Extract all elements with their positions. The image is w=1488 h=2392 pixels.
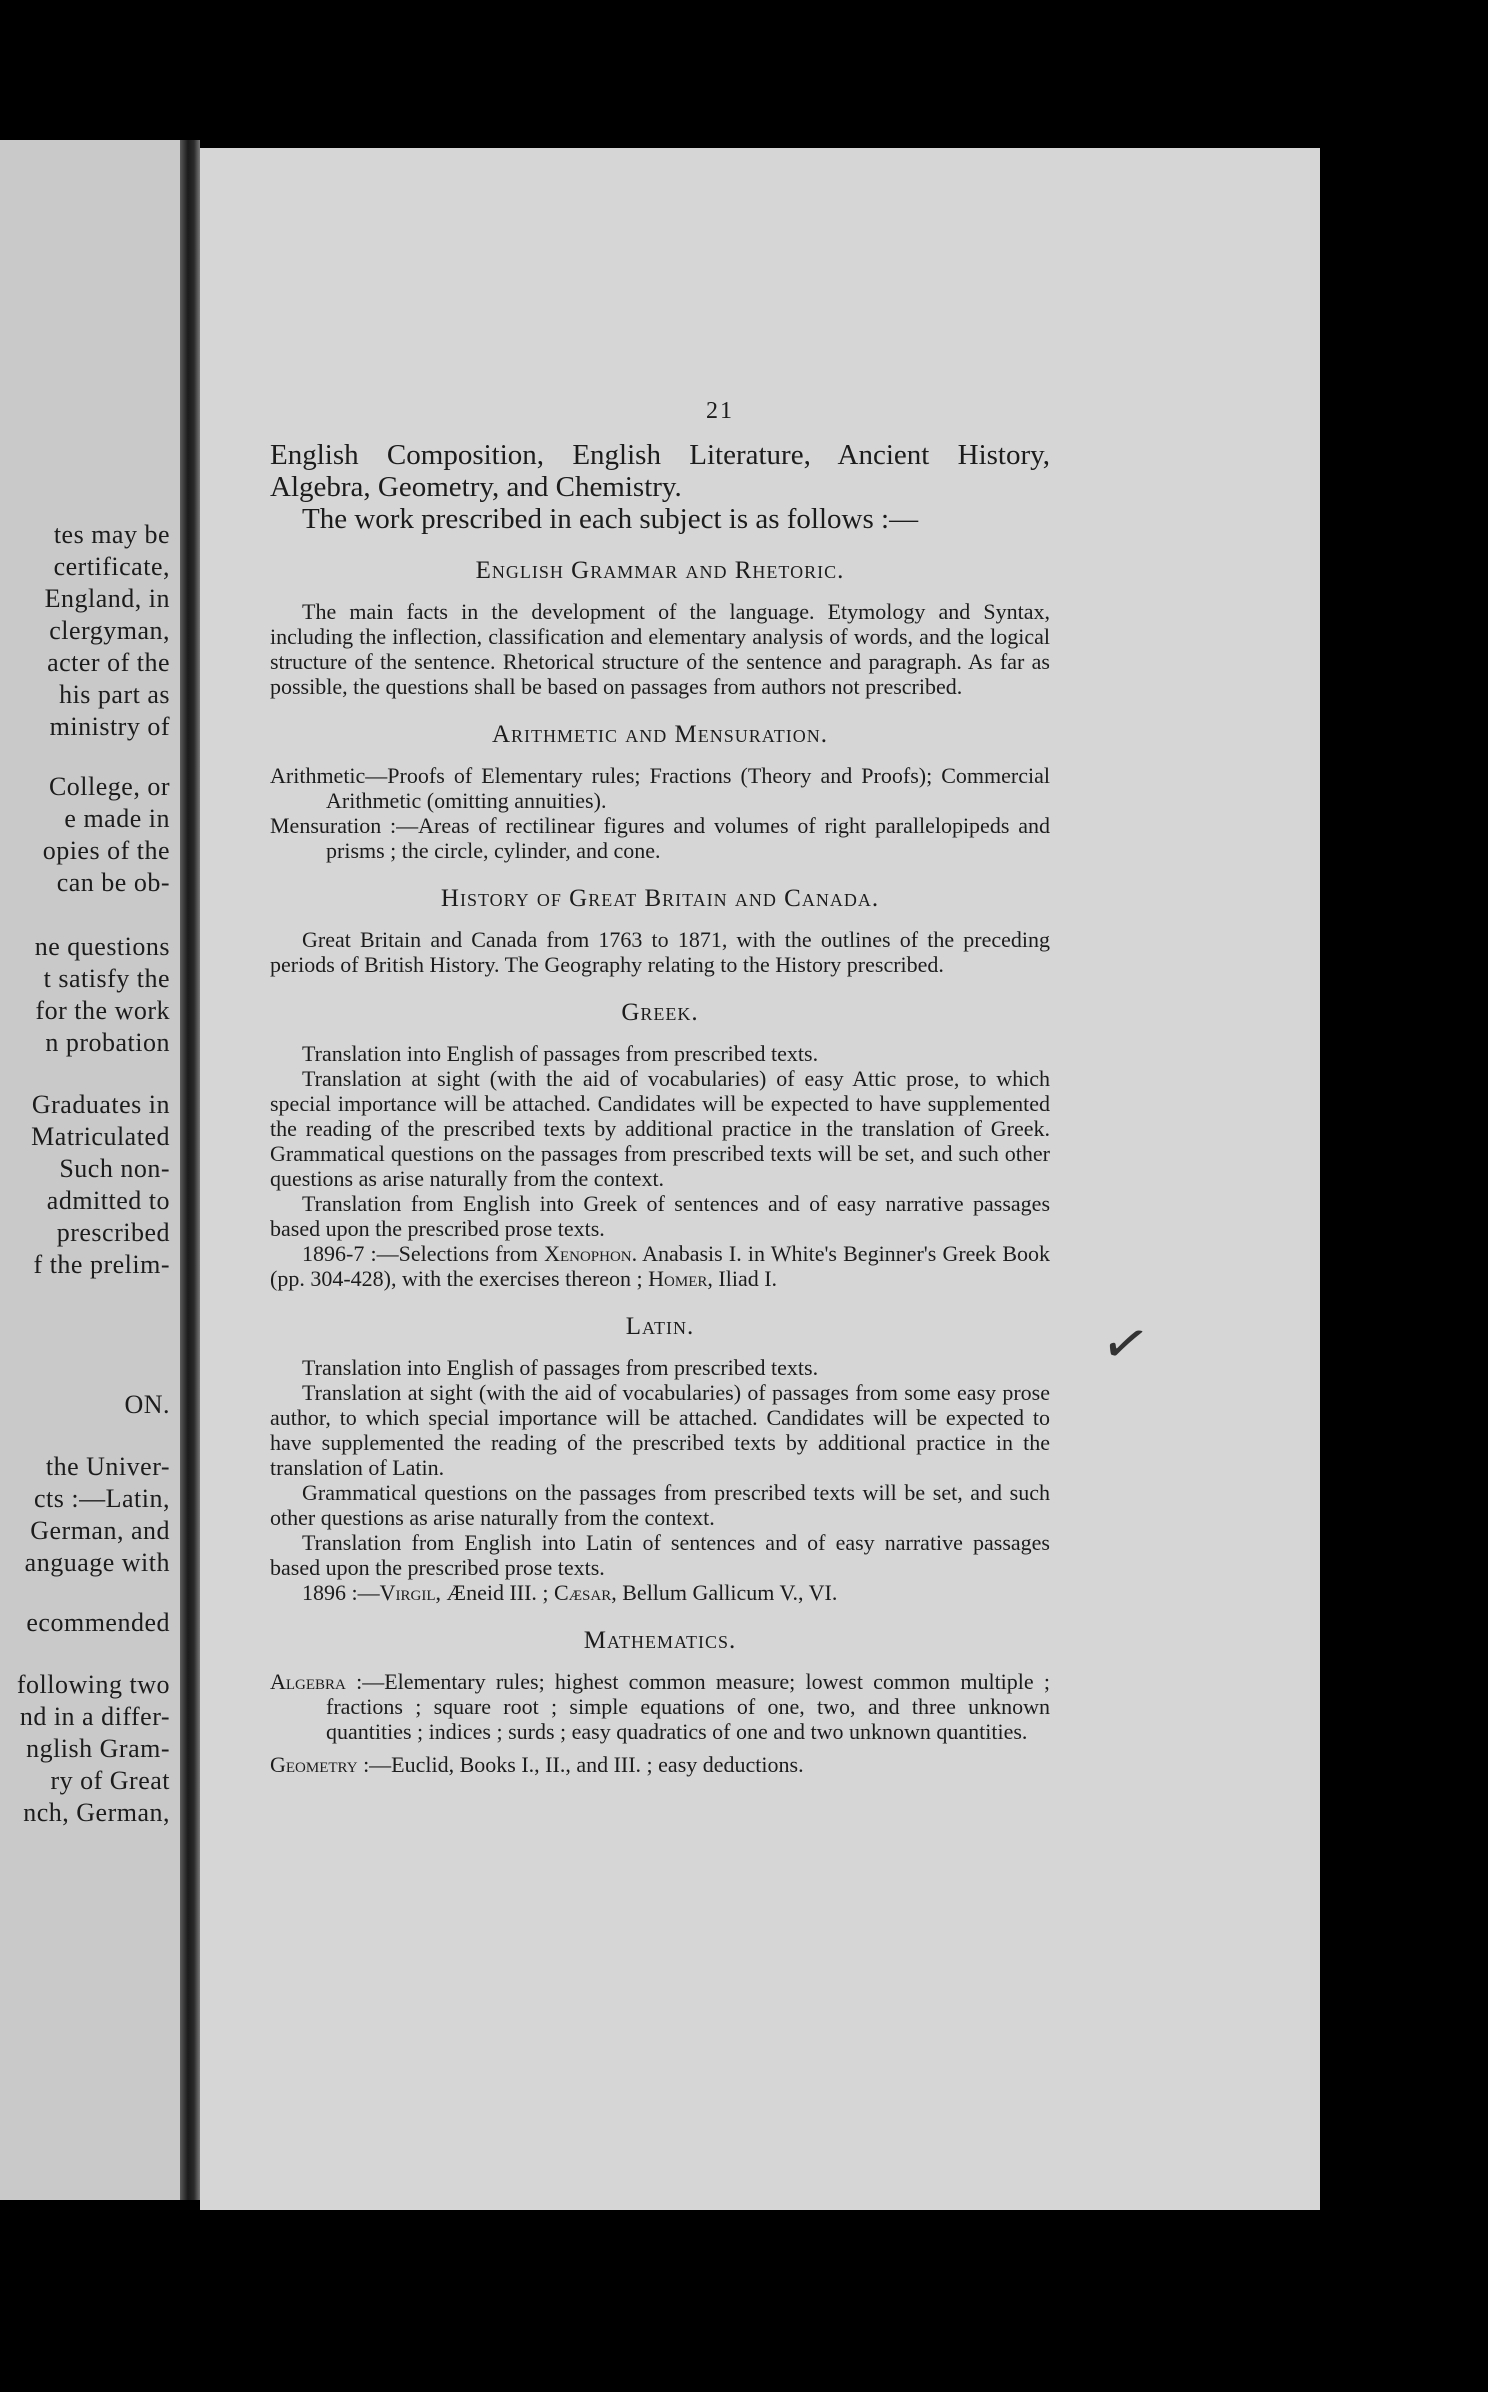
book-gutter <box>180 140 200 2200</box>
latin-paragraph-3: Grammatical questions on the passages from prescribed texts will be set, and such other questions as arise naturally from the context. <box>270 1480 1050 1530</box>
intro-subjects: English Composition, English Literature, Ancient History, Algebra, Geometry, and Chemistry. <box>270 439 1050 503</box>
page-number: 21 <box>706 398 734 424</box>
left-page-line: acter of the <box>47 648 170 677</box>
left-page-line: nch, German, <box>23 1798 170 1827</box>
latin-paragraph-2: Translation at sight (with the aid of vocabularies) of passages from some easy prose author, to which special importance will be attached. Candidates will be expected to have supplemented the reading of the prescribed texts by additional practice in the translation of Latin. <box>270 1380 1050 1480</box>
latin-paragraph-4: Translation from English into Latin of sentences and of easy narrative passages based upon the prescribed prose texts. <box>270 1530 1050 1580</box>
heading-greek: Greek. <box>621 999 699 1026</box>
left-page-line: his part as <box>59 680 170 709</box>
left-page-line: t satisfy the <box>43 964 170 993</box>
author-virgil: Virgil <box>379 1580 436 1605</box>
left-facing-page <box>0 140 180 2200</box>
left-page-line: ministry of <box>49 712 170 741</box>
heading-latin: Latin. <box>625 1313 695 1340</box>
geometry-text <box>270 1752 1050 1777</box>
grammar-text: The main facts in the development of the language. Etymology and Syntax, including the inflection, classification and elementary analysis of words, and the logical structure of the sentence. Rhetorical structure of the sentence and paragraph. As far as possible, the questions shall be based on passages from authors not prescribed. <box>270 599 1050 699</box>
left-page-line: Such non- <box>59 1154 170 1183</box>
geometry-description: :—Euclid, Books I., II., and III. ; easy deductions. <box>357 1752 804 1777</box>
left-page-line: certificate, <box>53 552 170 581</box>
latin-text-middle: , Æneid III. ; <box>435 1580 555 1605</box>
latin-year-prefix: 1896 :— <box>302 1580 380 1605</box>
left-page-line: College, or <box>48 772 170 801</box>
greek-text-suffix: , Iliad I. <box>707 1266 778 1291</box>
left-page-line: can be ob- <box>56 868 170 897</box>
left-page-line: admitted to <box>46 1186 170 1215</box>
greek-paragraph-1: Translation into English of passages from prescribed texts. <box>302 1041 819 1066</box>
greek-paragraph-2: Translation at sight (with the aid of vocabularies) of easy Attic prose, to which special importance will be attached. Candidates will be expected to have supplemented the reading of the prescribed texts by additional practice in the translation of Greek. Grammatical questions on the passages from prescribed texts will be set, and such other questions as arise naturally from the context. <box>270 1066 1050 1191</box>
left-page-line: n probation <box>45 1028 170 1057</box>
heading-history: History of Great Britain and Canada. <box>440 885 880 912</box>
left-page-line: opies of the <box>42 836 170 865</box>
mensuration-text: Mensuration :—Areas of rectilinear figures and volumes of right parallelopipeds and prisms ; the circle, cylinder, and cone. <box>270 813 1050 863</box>
algebra-label: Algebra <box>270 1669 346 1694</box>
left-page-line: England, in <box>44 584 170 613</box>
algebra-text <box>270 1669 1050 1744</box>
left-page-line: German, and <box>30 1516 170 1545</box>
author-homer: Homer <box>648 1266 708 1291</box>
left-page-line: for the work <box>35 996 170 1025</box>
left-page-line: f the prelim- <box>33 1250 170 1279</box>
intro-prescription: The work prescribed in each subject is as follows :— <box>302 503 919 535</box>
main-page <box>200 148 1320 2210</box>
page-content <box>270 398 1050 1777</box>
author-xenophon: Xenophon <box>544 1241 632 1266</box>
history-text: Great Britain and Canada from 1763 to 1871, with the outlines of the preceding periods of British History. The Geography relating to the History prescribed. <box>270 927 1050 977</box>
left-page-line: cts :—Latin, <box>34 1484 170 1513</box>
left-page-line: nd in a differ- <box>19 1702 170 1731</box>
author-caesar: Cæsar <box>554 1580 612 1605</box>
latin-text-suffix: , Bellum Gallicum V., VI. <box>611 1580 838 1605</box>
pencil-check-mark: ✓ <box>1095 1309 1155 1381</box>
left-page-line: ne questions <box>34 932 170 961</box>
left-page-line: Matriculated <box>31 1122 170 1151</box>
latin-paragraph-1: Translation into English of passages from prescribed texts. <box>302 1355 819 1380</box>
left-page-line: ecommended <box>26 1608 170 1637</box>
greek-paragraph-3: Translation from English into Greek of sentences and of easy narrative passages based upon the prescribed prose texts. <box>270 1191 1050 1241</box>
left-page-line: clergyman, <box>49 616 170 645</box>
geometry-label: Geometry <box>270 1752 358 1777</box>
left-page-line: ON. <box>124 1390 170 1419</box>
left-page-line: prescribed <box>56 1218 170 1247</box>
greek-text-middle: . Anabasis I. in White's Beginner's Greek Book (pp. 304-428), with the exercises thereon ; <box>270 1241 1051 1291</box>
greek-year-prefix: 1896-7 :—Selections from <box>302 1241 545 1266</box>
left-page-line: Graduates in <box>31 1090 170 1119</box>
left-page-line: anguage with <box>24 1548 170 1577</box>
greek-paragraph-4 <box>270 1241 1050 1291</box>
algebra-description: :—Elementary rules; highest common measure; lowest common multiple ; fractions ; square root ; simple equations of one, two, and three unknown quantities ; indices ; surds ; easy quadratics of one and two unknown quantities. <box>326 1669 1050 1744</box>
left-page-line: following two <box>16 1670 170 1699</box>
left-page-line: e made in <box>64 804 170 833</box>
left-page-line: nglish Gram- <box>26 1734 170 1763</box>
latin-paragraph-5 <box>270 1580 1050 1605</box>
left-page-line: ry of Great <box>50 1766 170 1795</box>
left-page-line: the Univer- <box>45 1452 170 1481</box>
left-page-line: tes may be <box>53 520 170 549</box>
heading-mathematics: Mathematics. <box>583 1627 737 1654</box>
arithmetic-text: Arithmetic—Proofs of Elementary rules; Fractions (Theory and Proofs); Commercial Arithmetic (omitting annuities). <box>270 763 1050 813</box>
heading-arithmetic: Arithmetic and Mensuration. <box>491 721 829 748</box>
heading-grammar: English Grammar and Rhetoric. <box>475 557 845 584</box>
